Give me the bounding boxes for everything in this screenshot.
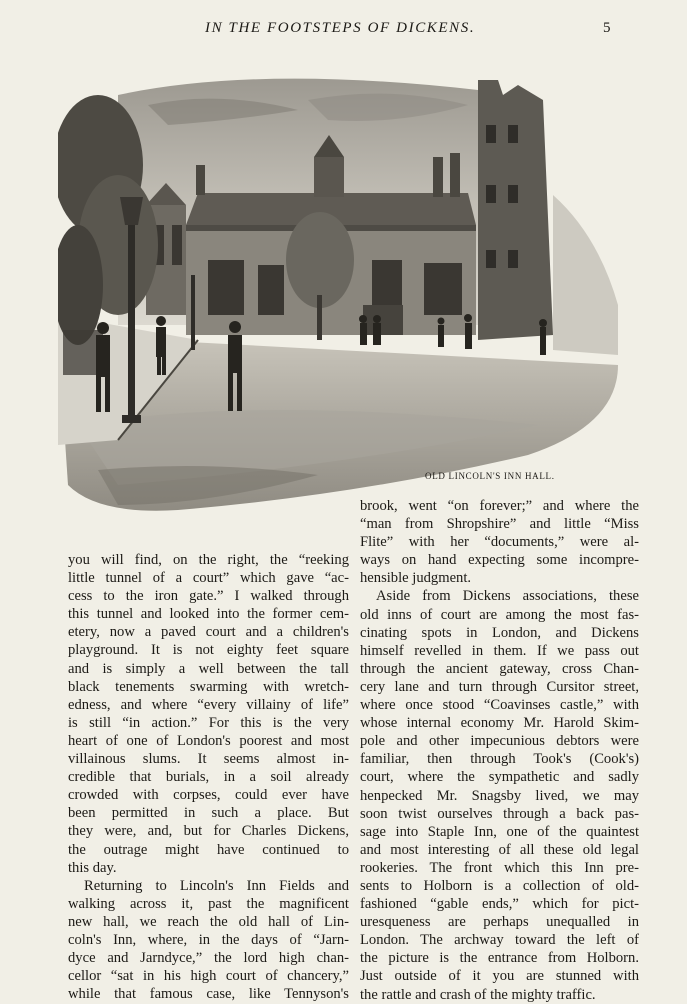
text-line: little tunnel of a court” which gave “ac-	[68, 570, 349, 587]
right-text-column	[360, 497, 639, 1004]
text-line: whose internal economy Mr. Harold Skim-	[360, 715, 639, 732]
text-line: cess to the iron gate.” I walked through	[68, 588, 349, 605]
text-line: henpecked Mr. Snagsby lived, we may	[360, 787, 639, 804]
text-line: himself revelled in them. If we pass out	[360, 642, 639, 659]
text-line: Flite” with her “documents,” were al-	[360, 534, 639, 551]
text-line: villainous slums. It seems almost in-	[68, 751, 349, 768]
text-line: sents to Holborn is a collection of old-	[360, 877, 639, 894]
text-line: heart of one of London's poorest and most	[68, 732, 349, 749]
text-line: you will find, on the right, the “reeking	[68, 552, 349, 568]
text-line: black tenements swarming with wretch-	[68, 678, 349, 695]
illustration-caption: OLD LINCOLN'S INN HALL.	[425, 471, 555, 481]
text-line: “man from Shropshire” and little “Miss	[360, 516, 639, 533]
text-line: brook, went “on forever;” and where the	[360, 498, 639, 514]
text-line: rookeries. The front which this Inn pre-	[360, 859, 639, 876]
lincolns-inn-hall-illustration	[58, 65, 628, 535]
text-line: old inns of court are among the most fas-	[360, 606, 639, 623]
text-line: dyce and Jarndyce,” the lord high chan-	[68, 950, 349, 967]
text-line: they were, and, but for Charles Dickens,	[68, 823, 349, 840]
text-line: the picture is the entrance from Holborn.	[360, 950, 639, 967]
text-line: new hall, we reach the old hall of Lin-	[68, 913, 349, 930]
text-line: cellor “sat in his high court of chancery,”	[68, 968, 349, 985]
text-line: ways on hand expecting some incompre-	[360, 552, 639, 569]
text-line: been permitted in such a place. But	[68, 805, 349, 822]
text-line: London. The archway toward the left of	[360, 932, 639, 949]
running-title: IN THE FOOTSTEPS OF DICKENS.	[205, 20, 476, 36]
text-line: crowded with corpses, could ever have	[68, 787, 349, 804]
text-line: sage into Staple Inn, one of the quaintest	[360, 823, 639, 840]
text-line: soon twist ourselves through a back pas-	[360, 805, 639, 822]
text-line: the rattle and crash of the mighty traffic.	[360, 986, 596, 1003]
text-line: this tunnel and looked into the former cem-	[68, 606, 349, 623]
text-line: pole and other impecunious debtors were	[360, 733, 639, 750]
text-line: fashioned “gable ends,” which for pict-	[360, 896, 639, 913]
text-line: uresqueness are perhaps unequalled in	[360, 914, 639, 931]
left-text-column	[68, 551, 349, 1003]
text-line: etery, now a paved court and a children's	[68, 624, 349, 641]
text-line: through the ancient gateway, cross Chan-	[360, 660, 639, 677]
text-line: familiar, then through Took's (Cook's)	[360, 751, 639, 768]
text-line: while that famous case, like Tennyson's	[68, 986, 349, 1003]
text-line: Returning to Lincoln's Inn Fields and	[84, 877, 349, 894]
text-line: court, where the sympathetic and sadly	[360, 769, 639, 786]
text-line: hensible judgment.	[360, 570, 472, 587]
text-line: where once stood “Coavinses castle,” with	[360, 697, 639, 714]
text-line: Just outside of it you are stunned with	[360, 968, 639, 985]
text-line: cery lane and turn through Cursitor street,	[360, 678, 639, 695]
text-line: credible that burials, in a soil already	[68, 769, 349, 786]
text-line: coln's Inn, where, in the days of “Jarn-	[68, 931, 349, 948]
page-number: 5	[603, 20, 611, 36]
text-line: edness, and where “every villainy of life”	[68, 696, 349, 713]
text-line: is still “in action.” For this is the very	[68, 714, 349, 731]
running-head	[0, 20, 687, 42]
text-line: the outrage might have continued to	[68, 841, 349, 858]
text-line: cinating spots in London, and Dickens	[360, 624, 639, 641]
text-line: walking across it, past the magnificent	[68, 895, 349, 912]
text-line: Aside from Dickens associations, these	[376, 588, 639, 605]
text-line: this day.	[68, 859, 117, 876]
text-line: and most interesting of all these old legal	[360, 841, 639, 858]
text-line: and is simply a well between the tall	[68, 660, 349, 677]
text-line: playground. It is not eighty feet square	[68, 642, 349, 659]
